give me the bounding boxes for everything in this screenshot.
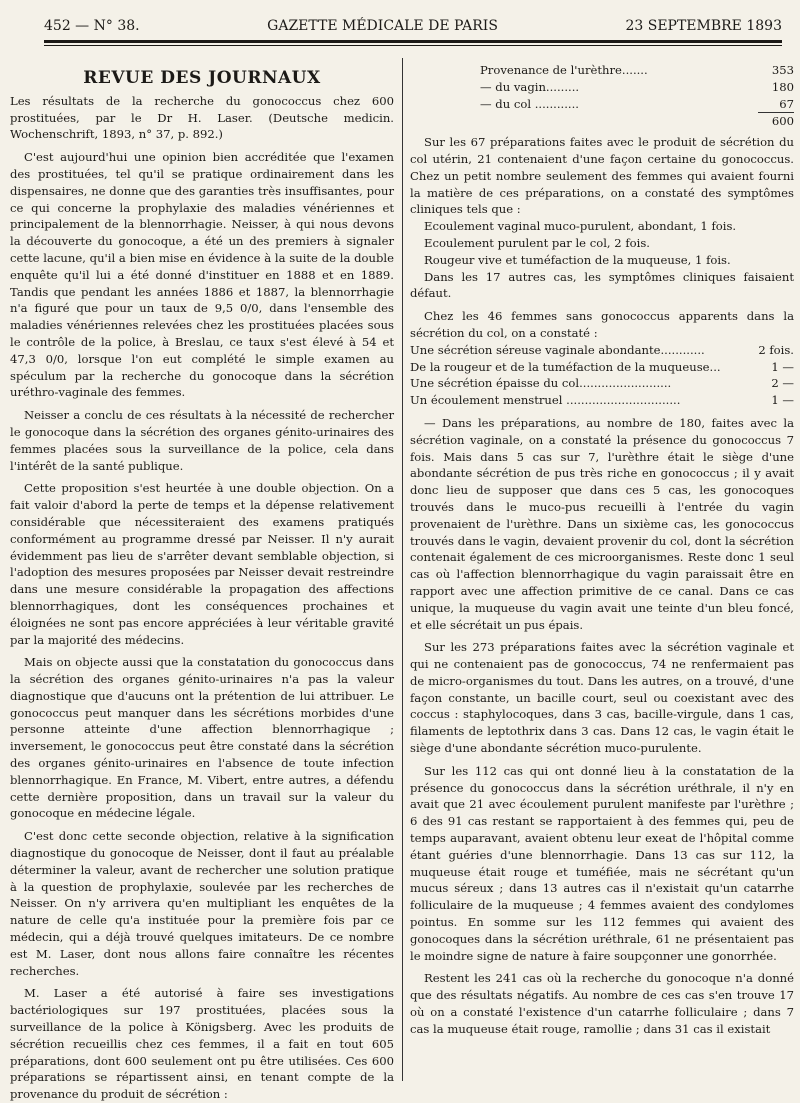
table-value: 180	[771, 79, 794, 94]
list-item: Ecoulement purulent par le col, 2 fois.	[424, 235, 650, 250]
paragraph: Sur les 273 préparations faites avec la sécrétion vaginale et qui ne contenaient pas de gonococcus, 74 ne renfermaient pas de micro-organismes du tout. Dans les autres, on a trouvé, d'une façon constante, un bacille court, seul ou coexistant avec des coccus : staphylocoques, dans 3 cas, bacille-virgule, dans 1 cas, filaments de leptothrix dans 3 cas. Dans 12 cas, le vagin était le siège d'une abondante sécrétion muco-purulente.	[410, 640, 794, 756]
left-column	[10, 62, 394, 1102]
paragraph: Cette proposition s'est heurtée à une double objection. On a fait valoir d'abord la perte de temps et la dépense relativement considérable que nécessiteraient des examens pratiqués conformément au programme dressé par Neisser. Il n'y aurait évidemment pas lieu de s'arrêter devant semblable objection, si l'adoption des mesures proposées par Neisser devait restreindre dans une mesure considérable la propagation des affections blennorrhagiques, dont les conséquences prochaines et éloignées ne sont pas encore appréciées à leur véritable gravité par la majorité des médecins.	[10, 481, 394, 647]
list-item: Ecoulement vaginal muco-purulent, abondant, 1 fois.	[424, 219, 737, 234]
findings-list	[410, 342, 794, 409]
table-label: — du vagin.........	[480, 79, 580, 94]
issue-date: 23 SEPTEMBRE 1893	[625, 18, 782, 34]
table-value: 353	[771, 63, 794, 77]
paragraph: C'est aujourd'hui une opinion bien accréditée que l'examen des prostituées, tel qu'il se pratique ordinairement dans les dispensaires, ne donne que des garanties très insuffisantes, pour ce qui concerne la prophylaxie des maladies vénériennes et principalement de la blennorrhagie. Neisser, à qui nous devons la découverte du gonocoque, a été un des premiers à signaler cette lacune, qu'il a bien mise en évidence à la suite de la double enquête qu'il lui a été donné d'instituer en 1888 et en 1889. Tandis que pendant les années 1886 et 1887, la blennorrhagie n'a figuré que pour un taux de 9,5 0/0, dans l'ensemble des maladies vénériennes relevées chez les prostituées placées sous le contrôle de la police, à Breslau, ce taux s'est élevé à 54 et 47,3 0/0, lorsque l'on eut complété le simple examen au spéculum par la recherche du gonocoque dans la sécrétion uréthro-vaginale des femmes.	[10, 150, 394, 400]
table-label: — du col ............	[480, 96, 579, 111]
right-column	[410, 62, 794, 1081]
finding-value: 1 —	[771, 393, 794, 408]
paragraph: — Dans les préparations, au nombre de 180, faites avec la sécrétion vaginale, on a constaté la présence du gonococcus 7 fois. Mais dans 5 cas sur 7, l'urèthre était le siège d'une abondante sécrétion de pus très riche en gonococcus ; il y avait donc lieu de supposer que dans ces 5 cas, les gonocoques trouvés dans le muco-pus recueilli à l'entrée du vagin provenaient de l'urèthre. Dans un sixième cas, les gonococcus trouvés dans le vagin, devaient provenir du col, dont la sécrétion contenait également de ces microorganismes. Reste donc 1 seul cas où l'affection blennorrhagique du vagin paraissait être en rapport avec une affection primitive de ce canal. Dans ce cas unique, la muqueuse du vagin avait une teinte d'un bleu foncé, et elle sécrétait un pus épais.	[410, 415, 794, 632]
finding-value: 2 fois.	[758, 342, 794, 357]
table-row	[410, 62, 794, 79]
paragraph: Dans les 17 autres cas, les symptômes cliniques faisaient défaut.	[410, 269, 794, 301]
table-total: 600	[771, 114, 794, 129]
paragraph: Neisser a conclu de ces résultats à la nécessité de rechercher le gonocoque dans la sécrétion des organes génito-urinaires des femmes placées sous la surveillance de la police, cela dans l'intérêt de la santé publique.	[10, 408, 394, 473]
list-item: Rougeur vive et tuméfaction de la muqueuse, 1 fois.	[424, 252, 731, 267]
paragraph: Sur les 67 préparations faites avec le produit de sécrétion du col utérin, 21 contenaient d'une façon certaine du gonococcus. Chez un petit nombre seulement des femmes qui avaient fourni la matière de ces préparations, on a constaté des symptômes cliniques tels que :	[410, 135, 794, 217]
paragraph: Restent les 241 cas où la recherche du gonocoque n'a donné que des résultats négatifs. Au nombre de ces cas s'en trouve 17 où on a constaté l'existence d'un catarrhe folliculaire ; dans 7 cas la muqueuse était rouge, ramollie ; dans 31 cas il existait	[410, 971, 794, 1036]
section-title: REVUE DES JOURNAUX	[83, 68, 321, 88]
list-item	[410, 375, 794, 392]
finding-label: Un écoulement menstruel ...............................	[410, 393, 681, 408]
article-heading: Les résultats de la recherche du gonococcus chez 600 prostituées, par le Dr H. Laser. (Deutsche medicin. Wochenschrift, 1893, n° 37, p. 892.)	[10, 93, 394, 142]
symptom-list	[410, 218, 794, 268]
paragraph: Mais on objecte aussi que la constatation du gonococcus dans la sécrétion des organes génito-urinaires n'a pas la valeur diagnostique que d'aucuns ont la prétention de lui attribuer. Le gonococcus peut manquer dans les sécrétions morbides d'une personne atteinte d'une affection blennorrhagique ; inversement, le gonococcus peut être constaté dans la sécrétion des organes génito-urinaires en l'absence de toute infection blennorrhagique. En France, M. Vibert, entre autres, a défendu cette dernière proposition, dans un travail sur la valeur du gonocoque en médecine légale.	[10, 655, 394, 821]
header-rule-thin	[44, 45, 782, 46]
paragraph: Sur les 112 cas qui ont donné lieu à la constatation de la présence du gonococcus dans la sécrétion uréthrale, il n'y en avait que 21 avec écoulement purulent manifeste par l'urèthre ; 6 des 91 cas restant se rapportaient à des femmes qui, peu de temps auparavant, avaient obtenu leur exeat de l'hôpital comme étant guéries d'une blennorrhagie. Dans 13 cas sur 112, la muqueuse était rouge et tuméfiée, mais ne sécrétant qu'un mucus séreux ; dans 13 autres cas il n'existait qu'un catarrhe folliculaire de la muqueuse ; 4 femmes avaient des condylomes pointus. En somme sur les 112 femmes qui avaient des gonocoques dans la sécrétion uréthrale, 61 ne présentaient pas le moindre signe de nature à faire soupçonner une gonorrhée.	[410, 763, 794, 963]
paragraph: M. Laser a été autorisé à faire ses investigations bactériologiques sur 197 prostituées, placées sous la surveillance de la police à Königsberg. Avec les produits de sécrétion recueillis chez ces femmes, il a fait en tout 605 préparations, dont 600 seulement ont pu être utilisées. Ces 600 préparations se répartissent ainsi, en tenant compte de la provenance du produit de sécrétion :	[10, 986, 394, 1102]
finding-value: 1 —	[771, 359, 794, 374]
header-rule-thick	[44, 40, 782, 43]
table-value: 67	[779, 96, 794, 111]
finding-label: Une sécrétion épaisse du col.........................	[410, 376, 672, 391]
paragraph: C'est donc cette seconde objection, relative à la signification diagnostique du gonocoque de Neisser, dont il faut au préalable déterminer la valeur, avant de rechercher une solution pratique à la question de prophylaxie, soulevée par les recherches de Neisser. On n'y arrivera qu'en multipliant les enquêtes de la nature de celle qu'a instituée pour la première fois par ce médecin, qui a déjà trouvé quelques imitateurs. De ce nombre est M. Laser, dont nous allons faire connaître les récentes recherches.	[10, 829, 394, 978]
journal-title: GAZETTE MÉDICALE DE PARIS	[267, 18, 498, 34]
page-number: 452 — N° 38.	[44, 18, 140, 34]
list-item	[410, 342, 794, 359]
column-divider	[402, 58, 403, 1081]
table-label: Provenance de l'urèthre.......	[480, 63, 648, 77]
finding-value: 2 —	[771, 376, 794, 391]
table-row	[410, 96, 794, 113]
list-item	[410, 359, 794, 376]
provenance-table	[410, 62, 794, 130]
table-row	[410, 79, 794, 96]
paragraph: Chez les 46 femmes sans gonococcus apparents dans la sécrétion du col, on a constaté :	[410, 309, 794, 340]
finding-label: De la rougeur et de la tuméfaction de la muqueuse...	[410, 359, 721, 374]
finding-label: Une sécrétion séreuse vaginale abondante............	[410, 342, 705, 357]
table-total-row	[410, 113, 794, 130]
running-header	[44, 18, 782, 40]
list-item	[410, 392, 794, 409]
